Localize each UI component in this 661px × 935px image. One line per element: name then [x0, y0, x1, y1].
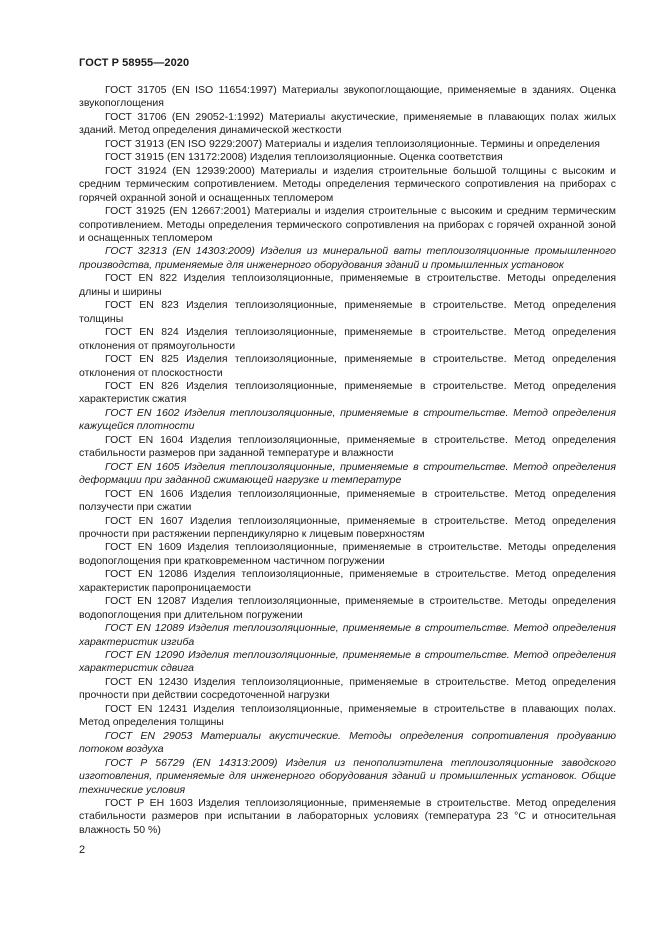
reference-entry: ГОСТ EN 1605 Изделия теплоизоляционные, применяемые в строительстве. Метод определения деформации при заданной сжимающей нагрузке и температуре [79, 460, 616, 487]
reference-entry: ГОСТ EN 825 Изделия теплоизоляционные, применяемые в строительстве. Метод определения отклонения от плоскостности [79, 353, 616, 379]
reference-entry: ГОСТ Р ЕН 1603 Изделия теплоизоляционные, применяемые в строительстве. Метод определения стабильности размеров при испытании в лабораторных условиях (температура 23 °С и относительная влажность 50 %) [79, 797, 616, 836]
reference-entry: ГОСТ EN 1607 Изделия теплоизоляционные, применяемые в строительстве. Метод определения прочности при растяжении перпендикулярно к лицевым поверхностям [79, 514, 616, 540]
reference-entry: ГОСТ 31706 (EN 29052-1:1992) Материалы акустические, применяемые в плавающих полах жилых зданий. Метод определения динамической жесткости [79, 110, 616, 137]
reference-entry: ГОСТ EN 822 Изделия теплоизоляционные, применяемые в строительстве. Методы определения длины и ширины [79, 272, 616, 298]
reference-entry: ГОСТ 31925 (EN 12667:2001) Материалы и изделия строительные с высоким и средним термическим сопротивлением. Методы определения термического сопротивления на приборах с горячей охранной зоной и оснащенных тепломером [79, 205, 616, 244]
document-header: ГОСТ Р 58955—2020 [79, 57, 190, 69]
reference-entry: ГОСТ EN 823 Изделия теплоизоляционные, применяемые в строительстве. Метод определения толщины [79, 299, 616, 325]
reference-entry: ГОСТ Р 56729 (EN 14313:2009) Изделия из пенополиэтилена теплоизоляционные заводского изготовления, применяемые для инженерного оборудования зданий и промышленных установок. Общие технические условия [79, 756, 616, 796]
reference-entry: ГОСТ EN 1604 Изделия теплоизоляционные, применяемые в строительстве. Метод определения стабильности размеров при заданной температуре и влажности [79, 433, 616, 460]
reference-entry: ГОСТ EN 12087 Изделия теплоизоляционные, применяемые в строительстве. Методы определения водопоглощения при длительном погружении [79, 595, 616, 621]
reference-entry: ГОСТ EN 12431 Изделия теплоизоляционные, применяемые в строительстве в плавающих полах. Метод определения толщины [79, 702, 616, 729]
reference-entry: ГОСТ 31915 (EN 13172:2008) Изделия теплоизоляционные. Оценка соответствия [105, 151, 503, 164]
reference-entry: ГОСТ EN 12090 Изделия теплоизоляционные, применяемые в строительстве. Метод определения характеристик сдвига [79, 649, 616, 675]
reference-entry: ГОСТ EN 12430 Изделия теплоизоляционные, применяемые в строительстве. Метод определения прочности при действии сосредоточенной нагрузки [79, 675, 616, 702]
reference-entry: ГОСТ EN 1606 Изделия теплоизоляционные, применяемые в строительстве. Метод определения ползучести при сжатии [79, 487, 616, 514]
reference-entry: ГОСТ 31913 (EN ISO 9229:2007) Материалы и изделия теплоизоляционные. Термины и определения [105, 137, 600, 150]
reference-entry: ГОСТ EN 1609 Изделия теплоизоляционные, применяемые в строительстве. Методы определения водопоглощения при кратковременном частичном погружении [79, 541, 616, 567]
page-number: 2 [79, 844, 86, 856]
reference-entry: ГОСТ EN 12089 Изделия теплоизоляционные, применяемые в строительстве. Метод определения характеристик изгиба [79, 622, 616, 648]
reference-entry: ГОСТ EN 12086 Изделия теплоизоляционные, применяемые в строительстве. Метод определения характеристик паропроницаемости [79, 568, 616, 594]
reference-entry: ГОСТ EN 1602 Изделия теплоизоляционные, применяемые в строительстве. Метод определения кажущейся плотности [79, 406, 616, 433]
normative-references-list [79, 84, 616, 837]
reference-entry: ГОСТ EN 29053 Материалы акустические. Методы определения сопротивления продуванию потоком воздуха [79, 729, 616, 756]
reference-entry: ГОСТ EN 826 Изделия теплоизоляционные, применяемые в строительстве. Метод определения характеристик сжатия [79, 379, 616, 406]
reference-entry: ГОСТ 31924 (EN 12939:2000) Материалы и изделия строительные большой толщины с высоким и средним термическим сопротивлением. Методы определения термического сопротивления на приборах с горячей охранной зоной и оснащенных тепломером [79, 164, 616, 204]
reference-entry: ГОСТ 32313 (EN 14303:2009) Изделия из минеральной ваты теплоизоляционные промышленного производства, применяемые для инженерного оборудования зданий и промышленных установок [79, 245, 616, 271]
reference-entry: ГОСТ EN 824 Изделия теплоизоляционные, применяемые в строительстве. Метод определения отклонения от прямоугольности [79, 326, 616, 352]
reference-entry: ГОСТ 31705 (EN ISO 11654:1997) Материалы звукопоглощающие, применяемые в зданиях. Оценка звукопоглощения [79, 84, 616, 110]
